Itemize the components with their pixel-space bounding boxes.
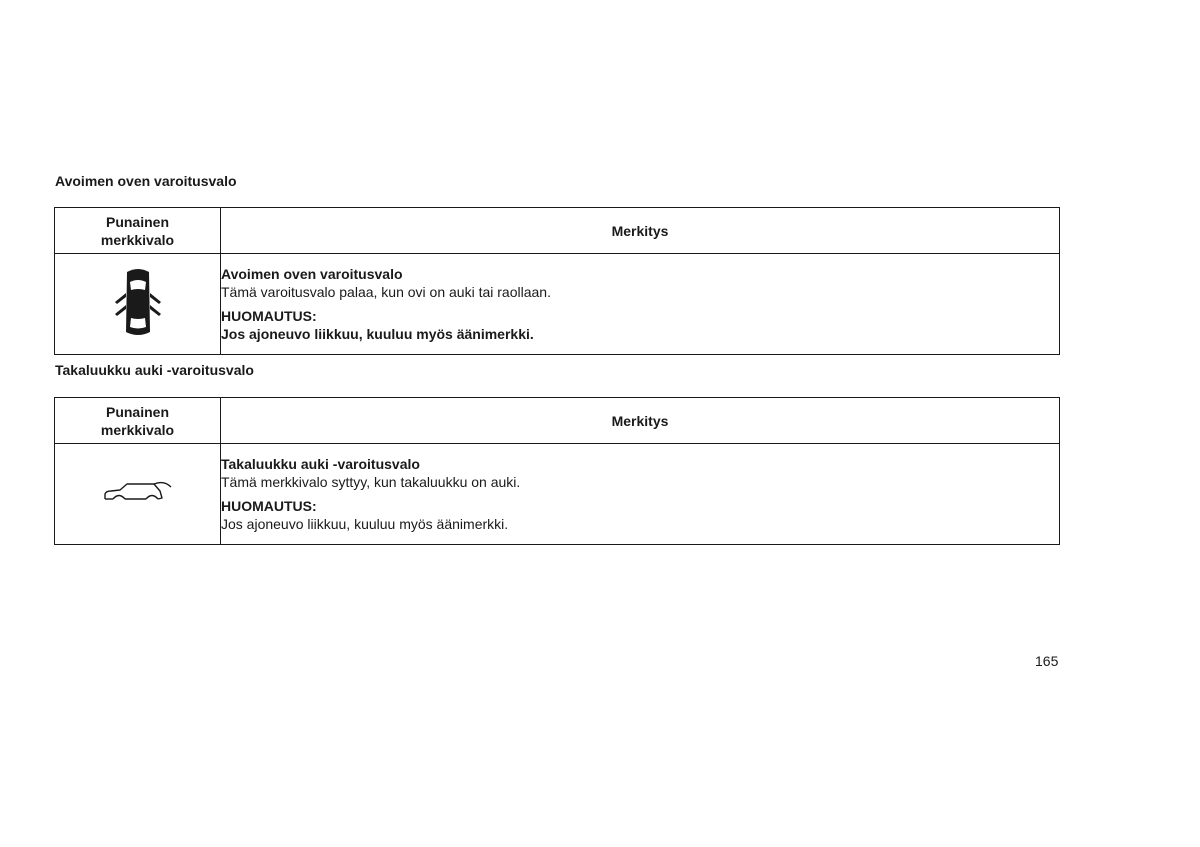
note-label: HUOMAUTUS: (221, 308, 317, 324)
table-row (55, 444, 1060, 545)
door-open-icon (111, 295, 165, 311)
section-title-door-open: Avoimen oven varoitusvalo (55, 173, 237, 189)
column-header-lamp: Punainen merkkivalo (55, 398, 221, 444)
note-text: Jos ajoneuvo liikkuu, kuuluu myös äänimerkki. (221, 516, 509, 532)
column-header-meaning: Merkitys (221, 208, 1060, 254)
note-label: HUOMAUTUS: (221, 498, 317, 514)
table-header-row (55, 208, 1060, 254)
door-open-lamp-table (54, 207, 1060, 355)
column-header-meaning: Merkitys (221, 398, 1060, 444)
column-header-lamp: Punainen merkkivalo (55, 208, 221, 254)
description-cell (221, 444, 1060, 545)
table-header-row (55, 398, 1060, 444)
item-text: Tämä varoitusvalo palaa, kun ovi on auki tai raollaan. (221, 284, 551, 300)
note-text: Jos ajoneuvo liikkuu, kuuluu myös äänimerkki. (221, 326, 534, 342)
lamp-icon-cell (55, 444, 221, 545)
item-title: Avoimen oven varoitusvalo (221, 266, 403, 282)
page-number: 165 (1035, 653, 1059, 669)
table-row (55, 254, 1060, 355)
section-title-liftgate-open: Takaluukku auki -varoitusvalo (55, 362, 254, 378)
item-title: Takaluukku auki -varoitusvalo (221, 456, 420, 472)
item-text: Tämä merkkivalo syttyy, kun takaluukku on auki. (221, 474, 521, 490)
description-cell (221, 254, 1060, 355)
liftgate-open-lamp-table (54, 397, 1060, 545)
liftgate-open-icon (102, 485, 174, 501)
lamp-icon-cell (55, 254, 221, 355)
